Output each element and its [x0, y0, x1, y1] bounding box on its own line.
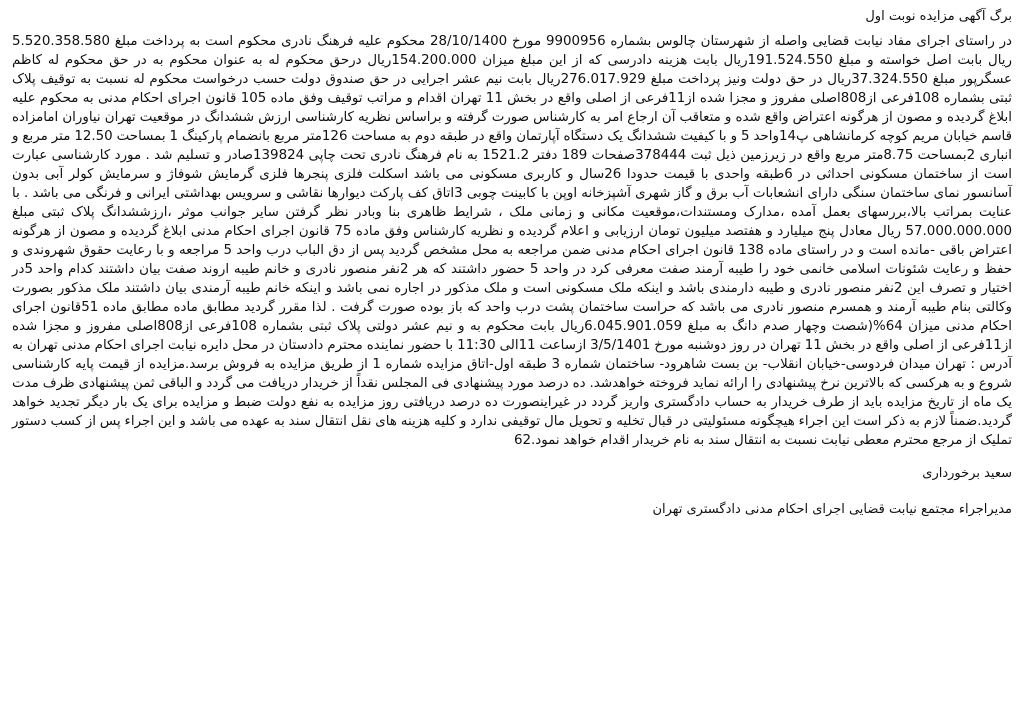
signatory-name: سعید برخورداری	[922, 466, 1012, 481]
notice-body-text: در راستای اجرای مفاد نیابت قضایی واصله از شهرستان چالوس بشماره 9900956 مورخ 28/10/1400 محکوم علیه فرهنگ نادری محکوم است به پرداخت مبلغ 5.520.358.580 ریال بابت اصل خواسته و مبلغ 191.524.550ریال بابت هزینه دادرسی که از این مبلغ میزان 154.200.000ریال درحق محکوم له به عنوان محکوم به در حق محکوم له کاظم عسگرپور مبلغ 37.324.550ریال در حق دولت ونیز پرداخت مبلغ 276.017.929ریال بابت نیم عشر اجرایی در حق صندوق دولت حسب درخواست محکوم له نسبت به توقیف پلاک ثبتی بشماره 108فرعی از808اصلی مفروز و مجزا شده از11فرعی از اصلی واقع در بخش 11 تهران اقدام و مراتب توقیف وفق ماده 105 قانون اجرای احکام مدنی به محکوم علیه ابلاغ گردیده و مصون از هرگونه اعتراض واقع شده و متعاقب آن ارجاع امر به کارشناس صورت گرفته و براساس نظریه کارشناسی ارزش ششدانگ در موقعیت تهران نیاوران امامزاده قاسم خیابان مریم کوچه کرمانشاهی پ14واحد 5 و با کیفیت ششدانگ یک دستگاه آپارتمان واقع در طبقه دوم به مساحت 126متر مربع بانضمام پارکینگ 1 بمساحت 12.50 متر مربع و انباری 2بمساحت 8.75متر مربع واقع در زیرزمین ذیل ثبت 378444صفحات 189 دفتر 1521.2 به نام فرهنگ نادری تحت چاپی 139824صادر و تسلیم شد . مورد کارشناسی عبارت است از ساختمان مسکونی احداثی در 6طبقه واحدی با قیمت حدودا 26سال و کاربری مسکونی می باشد اسکلت فلزی پنجرها فلزی گرمایش شوفاژ و سرمایش کولر آبی بدون آسانسور نمای ساختمان سنگی دارای انشعابات آب برق و گاز شهری آشپزخانه اوپن با کابینت چوبی 3اتاق کف پارکت دیوارها نقاشی و سرویس بهداشتی ایرانی و فرنگی می باشد . با عنایت بمراتب بالا،بررسهای بعمل آمده ،مدارک ومستندات،موقعیت مکانی و زمانی ملک ، شرایط ظاهری بنا وبادر نظر گرفتن سایر جوانب موثر ،ارزششدانگ پلاک ثبتی مبلغ 57.000.000.000 ریال معادل پنج میلیارد و هفتصد میلیون تومان ارزیابی و اعلام گردیده و نظریه کارشناس وفق ماده 75 قانون اجرای احکام مدنی ابلاغ گردیده و مصون از هرگونه اعتراض باقی -مانده است و در راستای ماده 138 قانون اجرای احکام مدنی ضمن مراجعه به محل مشخص گردید پس از دق الباب درب واحد 5 مراجعه و با رعایت حقوق شهروندی و حفظ و رعایت شئونات اسلامی خانمی خود را طیبه آرمند صفت معرفی کرد در واحد 5 حضور داشتند که هر 2نفر منصور نادری و خانم طیبه اروند صفت بیان داشتند کدام واحد 5در اختیار و تصرف این 2نفر منصور نادری و طیبه دارمندی باشد و اینکه ملک مسکونی است و ملک مذکور در اجاره نمی باشد و اینکه خانم طیبه آرمندی بیان داشتند ملک مذکور بصورت وکالتی بنام طیبه آرمند و همسرم منصور نادری می باشد که حراست ساختمان پشت درب واحد که باز بوده صورت گرفت . لذا مقرر گردید مطابق ماده مطابق ماده 51قانون اجرای احکام مدنی میزان 64%(شصت وچهار صدم دانگ به مبلغ 6.045.901.059ریال بابت محکوم به و نیم عشر دولتی پلاک ثبتی بشماره 108فرعی از808اصلی مفروز و مجزا شده از11فرعی از اصلی واقع در بخش 11 تهران در روز دوشنبه مورخ 3/5/1401 ازساعت 11الی 11:30 با حضور نماینده محترم دادستان در محل دایره نیابت اجرای احکام مدنی تهران به آدرس : تهران میدان فردوسی-خیابان انقلاب- بن بست شاهرود- ساختمان شماره 3 طبقه اول-اتاق مزایده شماره 1 از طریق مزایده به فروش برسد.مزایده از قیمت پایه کارشناسی شروع و به هرکسی که بالاترین نرخ پیشنهادی را ارائه نماید فروخته خواهدشد. ده درصد مورد پیشنهادی فی المجلس نقداً از خریدار دریافت می گردد و الباقی ثمن پیشنهادی ظرف مدت یک ماه از تاریخ مزایده باید از طرف خریدار به حساب دادگستری واریز گردد در غیراینصورت ده درصد دریافتی روز مزایده به نفع دولت ضبط و مزایده برای یک بار دیگر تجدید خواهد گردید.ضمناً لازم به ذکر است این اجراء هیچگونه مسئولیتی در قبال تخلیه و تحویل مال توقیفی ندارد و کلیه هزینه های نقل انتقال سند به عهده می باشد و این اجراء پس از کسب دستور تملیک از مرجع محترم معطی نیابت نسبت به انتقال سند به نام خریدار اقدام خواهد نمود.62	[12, 34, 1013, 448]
notice-title: برگ آگهی مزایده نوبت اول	[865, 9, 1012, 24]
signatory-title: مدیراجراء مجتمع نیابت قضایی اجرای احکام مدنی دادگستری تهران	[652, 502, 1012, 517]
